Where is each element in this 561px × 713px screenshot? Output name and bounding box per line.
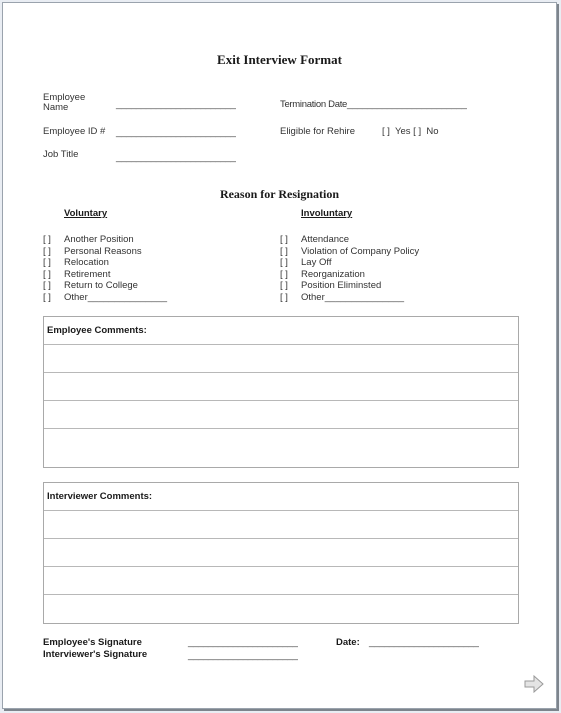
involuntary-option[interactable] (280, 269, 365, 280)
checkbox[interactable]: [ ] (43, 291, 51, 303)
voluntary-option[interactable] (43, 269, 110, 280)
involuntary-option[interactable] (280, 292, 404, 303)
voluntary-option[interactable] (43, 246, 142, 257)
eligible-rehire-options[interactable]: [ ] Yes [ ] No (382, 126, 439, 137)
interviewer-signature-label: Interviewer's Signature (43, 649, 148, 660)
comment-line[interactable] (44, 595, 518, 623)
checkbox[interactable]: [ ] (43, 245, 51, 257)
interviewer-comments-box (43, 482, 519, 624)
involuntary-option[interactable] (280, 246, 419, 257)
involuntary-option[interactable] (280, 280, 381, 291)
termination-date-field[interactable]: Termination Date________________________ (280, 99, 467, 110)
interviewer-comments-header: Interviewer Comments: (44, 483, 518, 511)
comment-line[interactable] (44, 567, 518, 595)
employee-id-field[interactable]: ________________________ (116, 127, 236, 138)
comment-line[interactable] (44, 345, 518, 373)
comment-line[interactable] (44, 429, 518, 467)
involuntary-option-label: Attendance (301, 234, 350, 245)
involuntary-option-label: Position Eliminsted (301, 280, 382, 291)
voluntary-option-label: Relocation (64, 257, 109, 268)
employee-name-label (43, 93, 85, 113)
employee-signature-field[interactable]: ______________________ (188, 637, 298, 648)
involuntary-option[interactable] (280, 257, 331, 268)
interviewer-signature-field[interactable]: ______________________ (188, 650, 298, 661)
checkbox[interactable]: [ ] (280, 291, 288, 303)
involuntary-heading: Involuntary (301, 208, 353, 219)
eligible-rehire-label: Eligible for Rehire (280, 126, 355, 137)
voluntary-heading: Voluntary (64, 208, 108, 219)
employee-id-label: Employee ID # (43, 126, 106, 137)
voluntary-option-label: Retirement (64, 268, 111, 280)
date-label: Date: (336, 637, 360, 648)
checkbox[interactable]: [ ] (280, 268, 288, 280)
comment-line[interactable] (44, 401, 518, 429)
involuntary-option-label: Violation of Company Policy (301, 245, 420, 257)
involuntary-option-label: Lay Off (301, 257, 332, 268)
comment-line[interactable] (44, 539, 518, 567)
comment-line[interactable] (44, 373, 518, 401)
employee-comments-header: Employee Comments: (44, 317, 518, 345)
checkbox[interactable]: [ ] (280, 245, 288, 257)
checkbox[interactable]: [ ] (280, 257, 288, 268)
checkbox[interactable]: [ ] (43, 257, 51, 268)
page-title: Exit Interview Format (217, 52, 342, 67)
reason-title: Reason for Resignation (219, 187, 340, 201)
job-title-label: Job Title (43, 149, 79, 160)
voluntary-option-label: Personal Reasons (64, 245, 142, 257)
involuntary-option[interactable] (280, 234, 349, 245)
job-title-field[interactable]: ________________________ (116, 152, 236, 163)
comment-line[interactable] (44, 511, 518, 539)
employee-signature-label: Employee's Signature (43, 637, 142, 648)
voluntary-option[interactable] (43, 280, 138, 291)
next-page-arrow-icon[interactable] (524, 675, 544, 693)
involuntary-option-label: Reorganization (301, 268, 365, 280)
voluntary-option-label: Return to College (64, 280, 138, 291)
voluntary-option-label: Other_______________ (64, 291, 168, 303)
employee-name-label-line1: Employee (43, 92, 86, 103)
voluntary-option-label: Another Position (64, 234, 134, 245)
checkbox[interactable]: [ ] (43, 268, 51, 280)
involuntary-option-label: Other_______________ (301, 291, 405, 303)
voluntary-option[interactable] (43, 292, 167, 303)
document-page (2, 2, 557, 709)
voluntary-option[interactable] (43, 257, 109, 268)
checkbox[interactable]: [ ] (43, 234, 51, 245)
employee-name-field[interactable]: ________________________ (116, 99, 236, 110)
voluntary-option[interactable] (43, 234, 134, 245)
checkbox[interactable]: [ ] (43, 280, 51, 291)
employee-comments-box (43, 316, 519, 468)
checkbox[interactable]: [ ] (280, 280, 288, 291)
checkbox[interactable]: [ ] (280, 234, 288, 245)
date-field[interactable]: ______________________ (369, 637, 479, 648)
employee-name-label-line2: Name (43, 102, 69, 113)
